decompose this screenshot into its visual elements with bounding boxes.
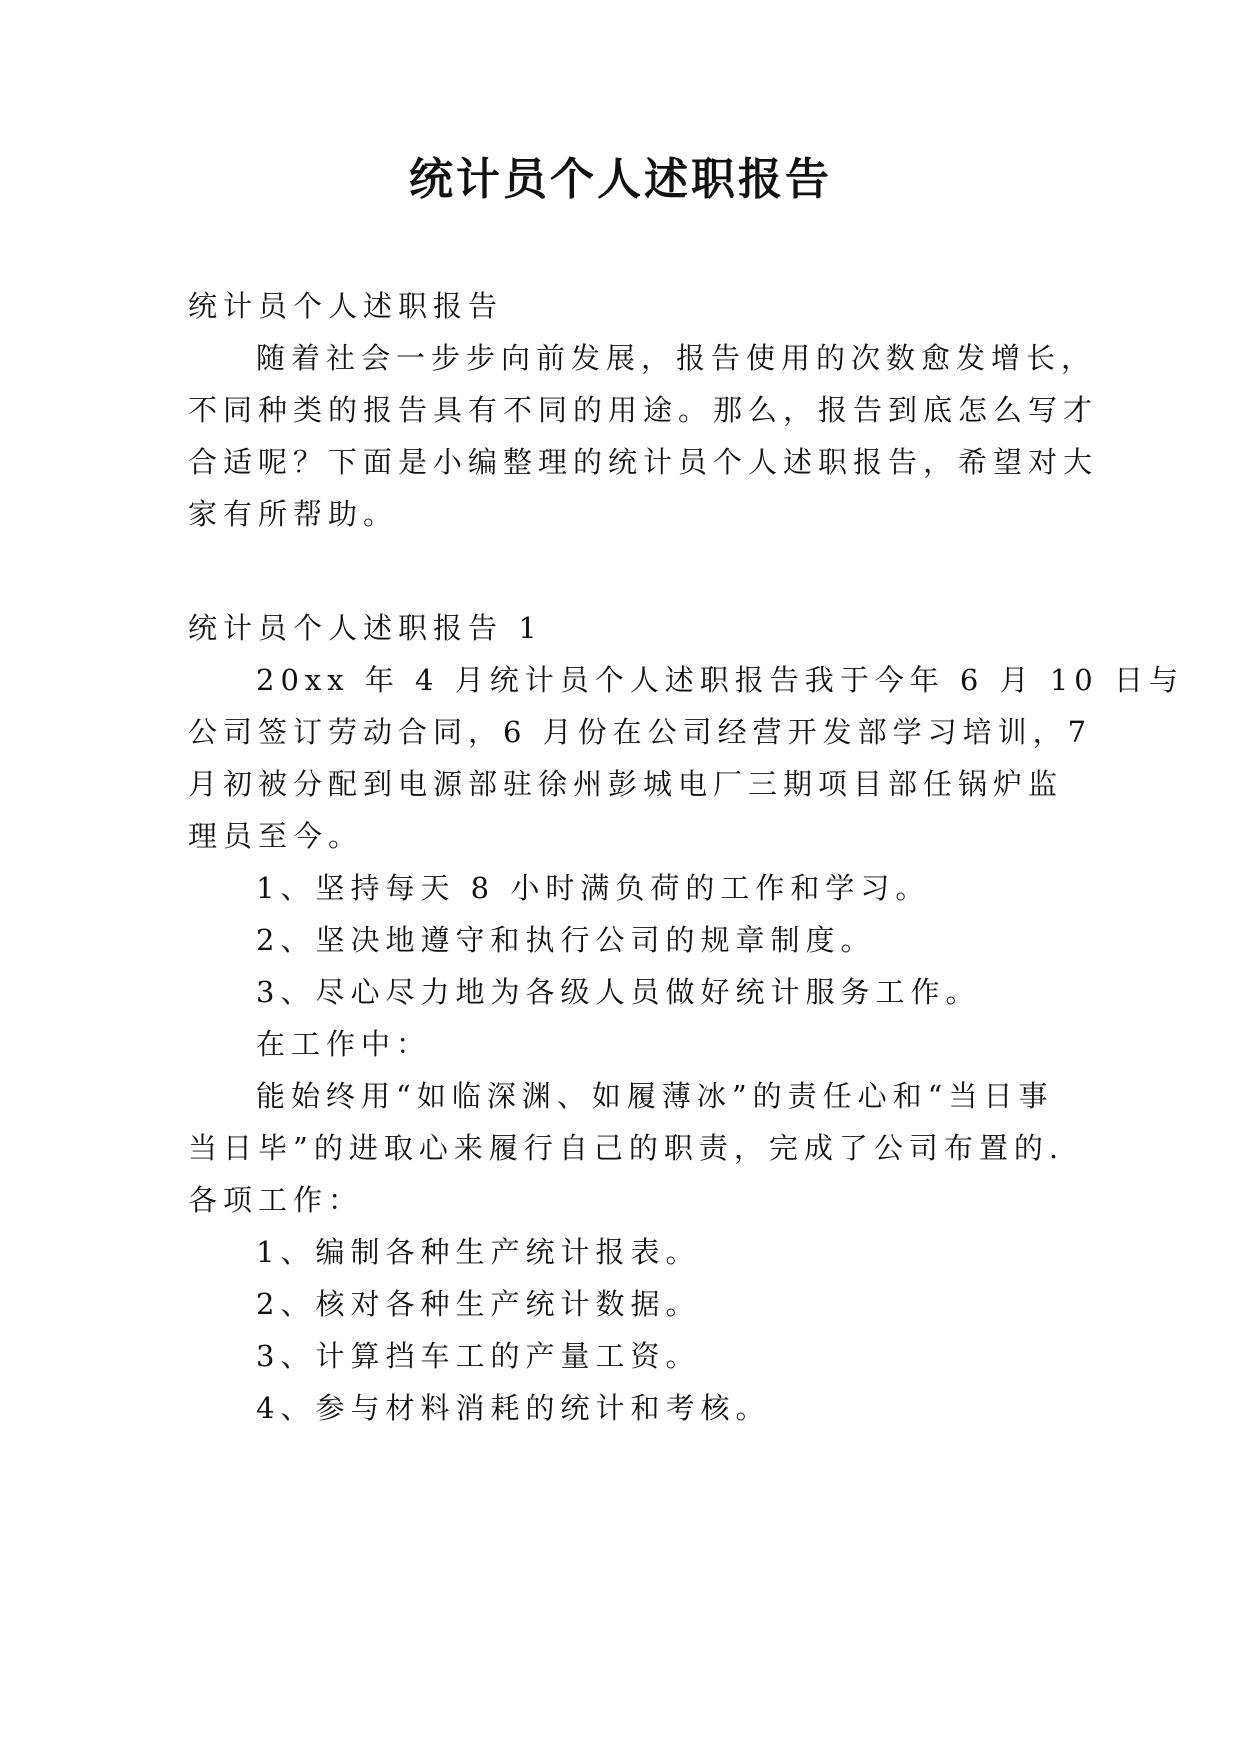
opening-line: 理员至今。 xyxy=(188,819,364,853)
principle-item: 2、坚决地遵守和执行公司的规章制度。 xyxy=(256,923,876,957)
opening-line: 月初被分配到电源部驻徐州彭城电厂三期项目部任锅炉监 xyxy=(188,767,1064,801)
document-title: 统计员个人述职报告 xyxy=(409,154,832,205)
section-heading: 统计员个人述职报告 1 xyxy=(188,611,543,645)
principle-item: 1、坚持每天 8 小时满负荷的工作和学习。 xyxy=(256,871,931,905)
task-item: 3、计算挡车工的产量工资。 xyxy=(256,1339,701,1373)
work-line: 各项工作： xyxy=(188,1183,364,1217)
at-work-label: 在工作中： xyxy=(256,1027,432,1061)
intro-line: 合适呢？下面是小编整理的统计员个人述职报告，希望对大 xyxy=(188,445,1099,479)
intro-line: 随着社会一步步向前发展，报告使用的次数愈发增长， xyxy=(256,341,1097,375)
opening-line: 20xx 年 4 月统计员个人述职报告我于今年 6 月 10 日与 xyxy=(256,663,1184,697)
document-body xyxy=(188,288,1184,1426)
task-item: 4、参与材料消耗的统计和考核。 xyxy=(256,1391,771,1425)
principle-item: 3、尽心尽力地为各级人员做好统计服务工作。 xyxy=(256,975,981,1009)
work-line: 当日毕”的进取心来履行自己的职责，完成了公司布置的. xyxy=(188,1131,1065,1165)
opening-line: 公司签订劳动合同，6 月份在公司经营开发部学习培训，7 xyxy=(188,715,1093,749)
intro-line: 不同种类的报告具有不同的用途。那么，报告到底怎么写才 xyxy=(188,393,1099,427)
work-line: 能始终用“如临深渊、如履薄冰”的责任心和“当日事 xyxy=(256,1079,1054,1113)
task-item: 2、核对各种生产统计数据。 xyxy=(256,1287,701,1321)
task-item: 1、编制各种生产统计报表。 xyxy=(256,1235,701,1269)
document-subtitle: 统计员个人述职报告 xyxy=(188,289,504,323)
intro-line: 家有所帮助。 xyxy=(188,497,399,531)
